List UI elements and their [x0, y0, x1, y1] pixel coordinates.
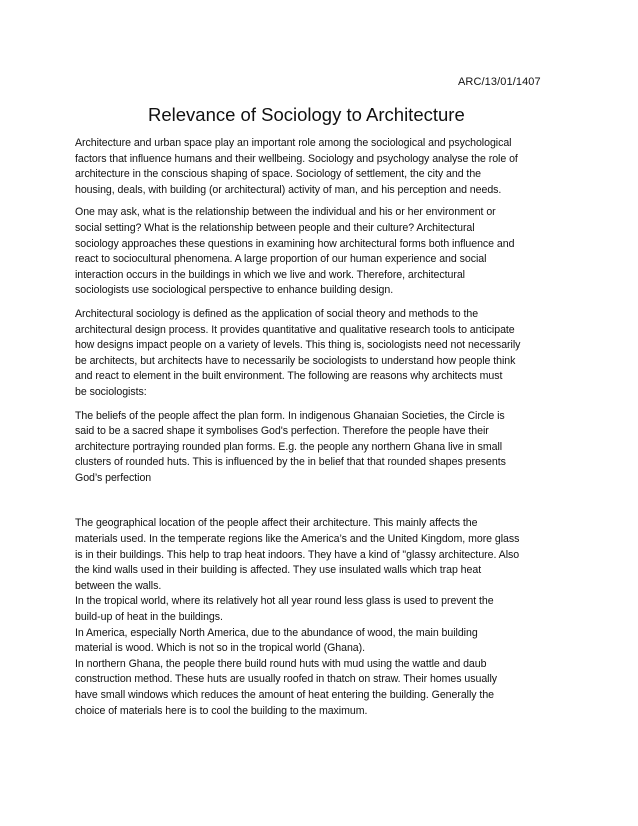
paragraph-line: how designs impact people on a variety of levels. This thing is, sociologists need not necessarily — [75, 339, 521, 352]
paragraph-line: build-up of heat in the buildings. — [75, 611, 223, 624]
paragraph-line: materials used. In the temperate regions like the America’s and the United Kingdom, more glass — [75, 533, 520, 546]
paragraph-line: architecture in the conscious shaping of space. Sociology of settlement, the city and the — [75, 168, 482, 181]
paragraph-line: Architecture and urban space play an important role among the sociological and psychological — [75, 137, 512, 149]
paragraph-line: In the tropical world, where its relatively hot all year round less glass is used to prevent the — [75, 595, 494, 608]
paragraph-line: react to sociocultural phenomena. A large proportion of our human experience and social — [75, 253, 487, 266]
paragraph-line: Architectural sociology is defined as the application of social theory and methods to the — [75, 307, 479, 320]
paragraph-line: The geographical location of the people affect their architecture. This mainly affects the — [75, 517, 478, 530]
paragraph-line: be architects, but architects have to necessarily be sociologists to understand how people think — [75, 354, 516, 367]
document-reference: ARC/13/01/1407 — [458, 76, 541, 88]
paragraph-line: have small windows which reduces the amount of heat entering the building. Generally the — [75, 689, 495, 701]
paragraph-line: construction method. These huts are usually roofed in thatch on straw. Their homes usually — [75, 673, 498, 686]
paragraph-intro — [75, 136, 570, 198]
paragraph-definition — [75, 307, 570, 401]
paragraph-line: and react to element in the built environment. The following are reasons why architects must — [75, 370, 503, 383]
paragraph-line: The beliefs of the people affect the plan form. In indigenous Ghanaian Societies, the Circle is — [75, 409, 505, 422]
paragraph-line: In northern Ghana, the people there build round huts with mud using the wattle and daub — [75, 657, 487, 670]
paragraph-line: said to be a sacred shape it symbolises God's perfection. Therefore the people have their — [75, 425, 489, 438]
paragraph-beliefs — [75, 409, 570, 487]
paragraph-line: God’s perfection — [75, 471, 152, 484]
paragraph-geography — [75, 516, 570, 719]
paragraph-line: clusters of rounded huts. This is influenced by the in belief that that rounded shapes presents — [75, 456, 506, 469]
paragraph-line: factors that influence humans and their wellbeing. Sociology and psychology analyse the role of — [75, 152, 518, 165]
paragraph-line: be sociologists: — [75, 385, 147, 398]
paragraph-line: One may ask, what is the relationship between the individual and his or her environment or — [75, 206, 496, 219]
paragraph-line: architecture portraying rounded plan forms. E.g. the people any northern Ghana live in small — [75, 440, 503, 453]
paragraph-line: social setting? What is the relationship between people and their culture? Architectural — [75, 221, 475, 234]
paragraph-line: choice of materials here is to cool the building to the maximum. — [75, 704, 368, 717]
paragraph-line: interaction occurs in the buildings in which we live and work. Therefore, architectural — [75, 268, 465, 281]
paragraph-line: In America, especially North America, due to the abundance of wood, the main building — [75, 626, 478, 639]
paragraph-line: sociology approaches these questions in examining how architectural forms both influence and — [75, 237, 515, 250]
paragraph-line: between the walls. — [75, 579, 162, 592]
paragraph-line: is in their buildings. This help to trap heat indoors. They have a kind of "glassy architecture. Also — [75, 548, 520, 561]
paragraph-line: architectural design process. It provides quantitative and qualitative research tools to anticipate — [75, 323, 515, 336]
paragraph-line: the kind walls used in their building is affected. They use insulated walls which trap heat — [75, 564, 482, 577]
document-body — [75, 136, 570, 719]
paragraph-relationship — [75, 205, 570, 299]
paragraph-line: housing, deals, with building (or architectural) activity of man, and his perception and needs. — [75, 183, 502, 196]
paragraph-line: sociologists use sociological perspective to enhance building design. — [75, 284, 394, 297]
document-title: Relevance of Sociology to Architecture — [148, 104, 465, 125]
paragraph-line: material is wood. Which is not so in the tropical world (Ghana). — [75, 642, 366, 655]
